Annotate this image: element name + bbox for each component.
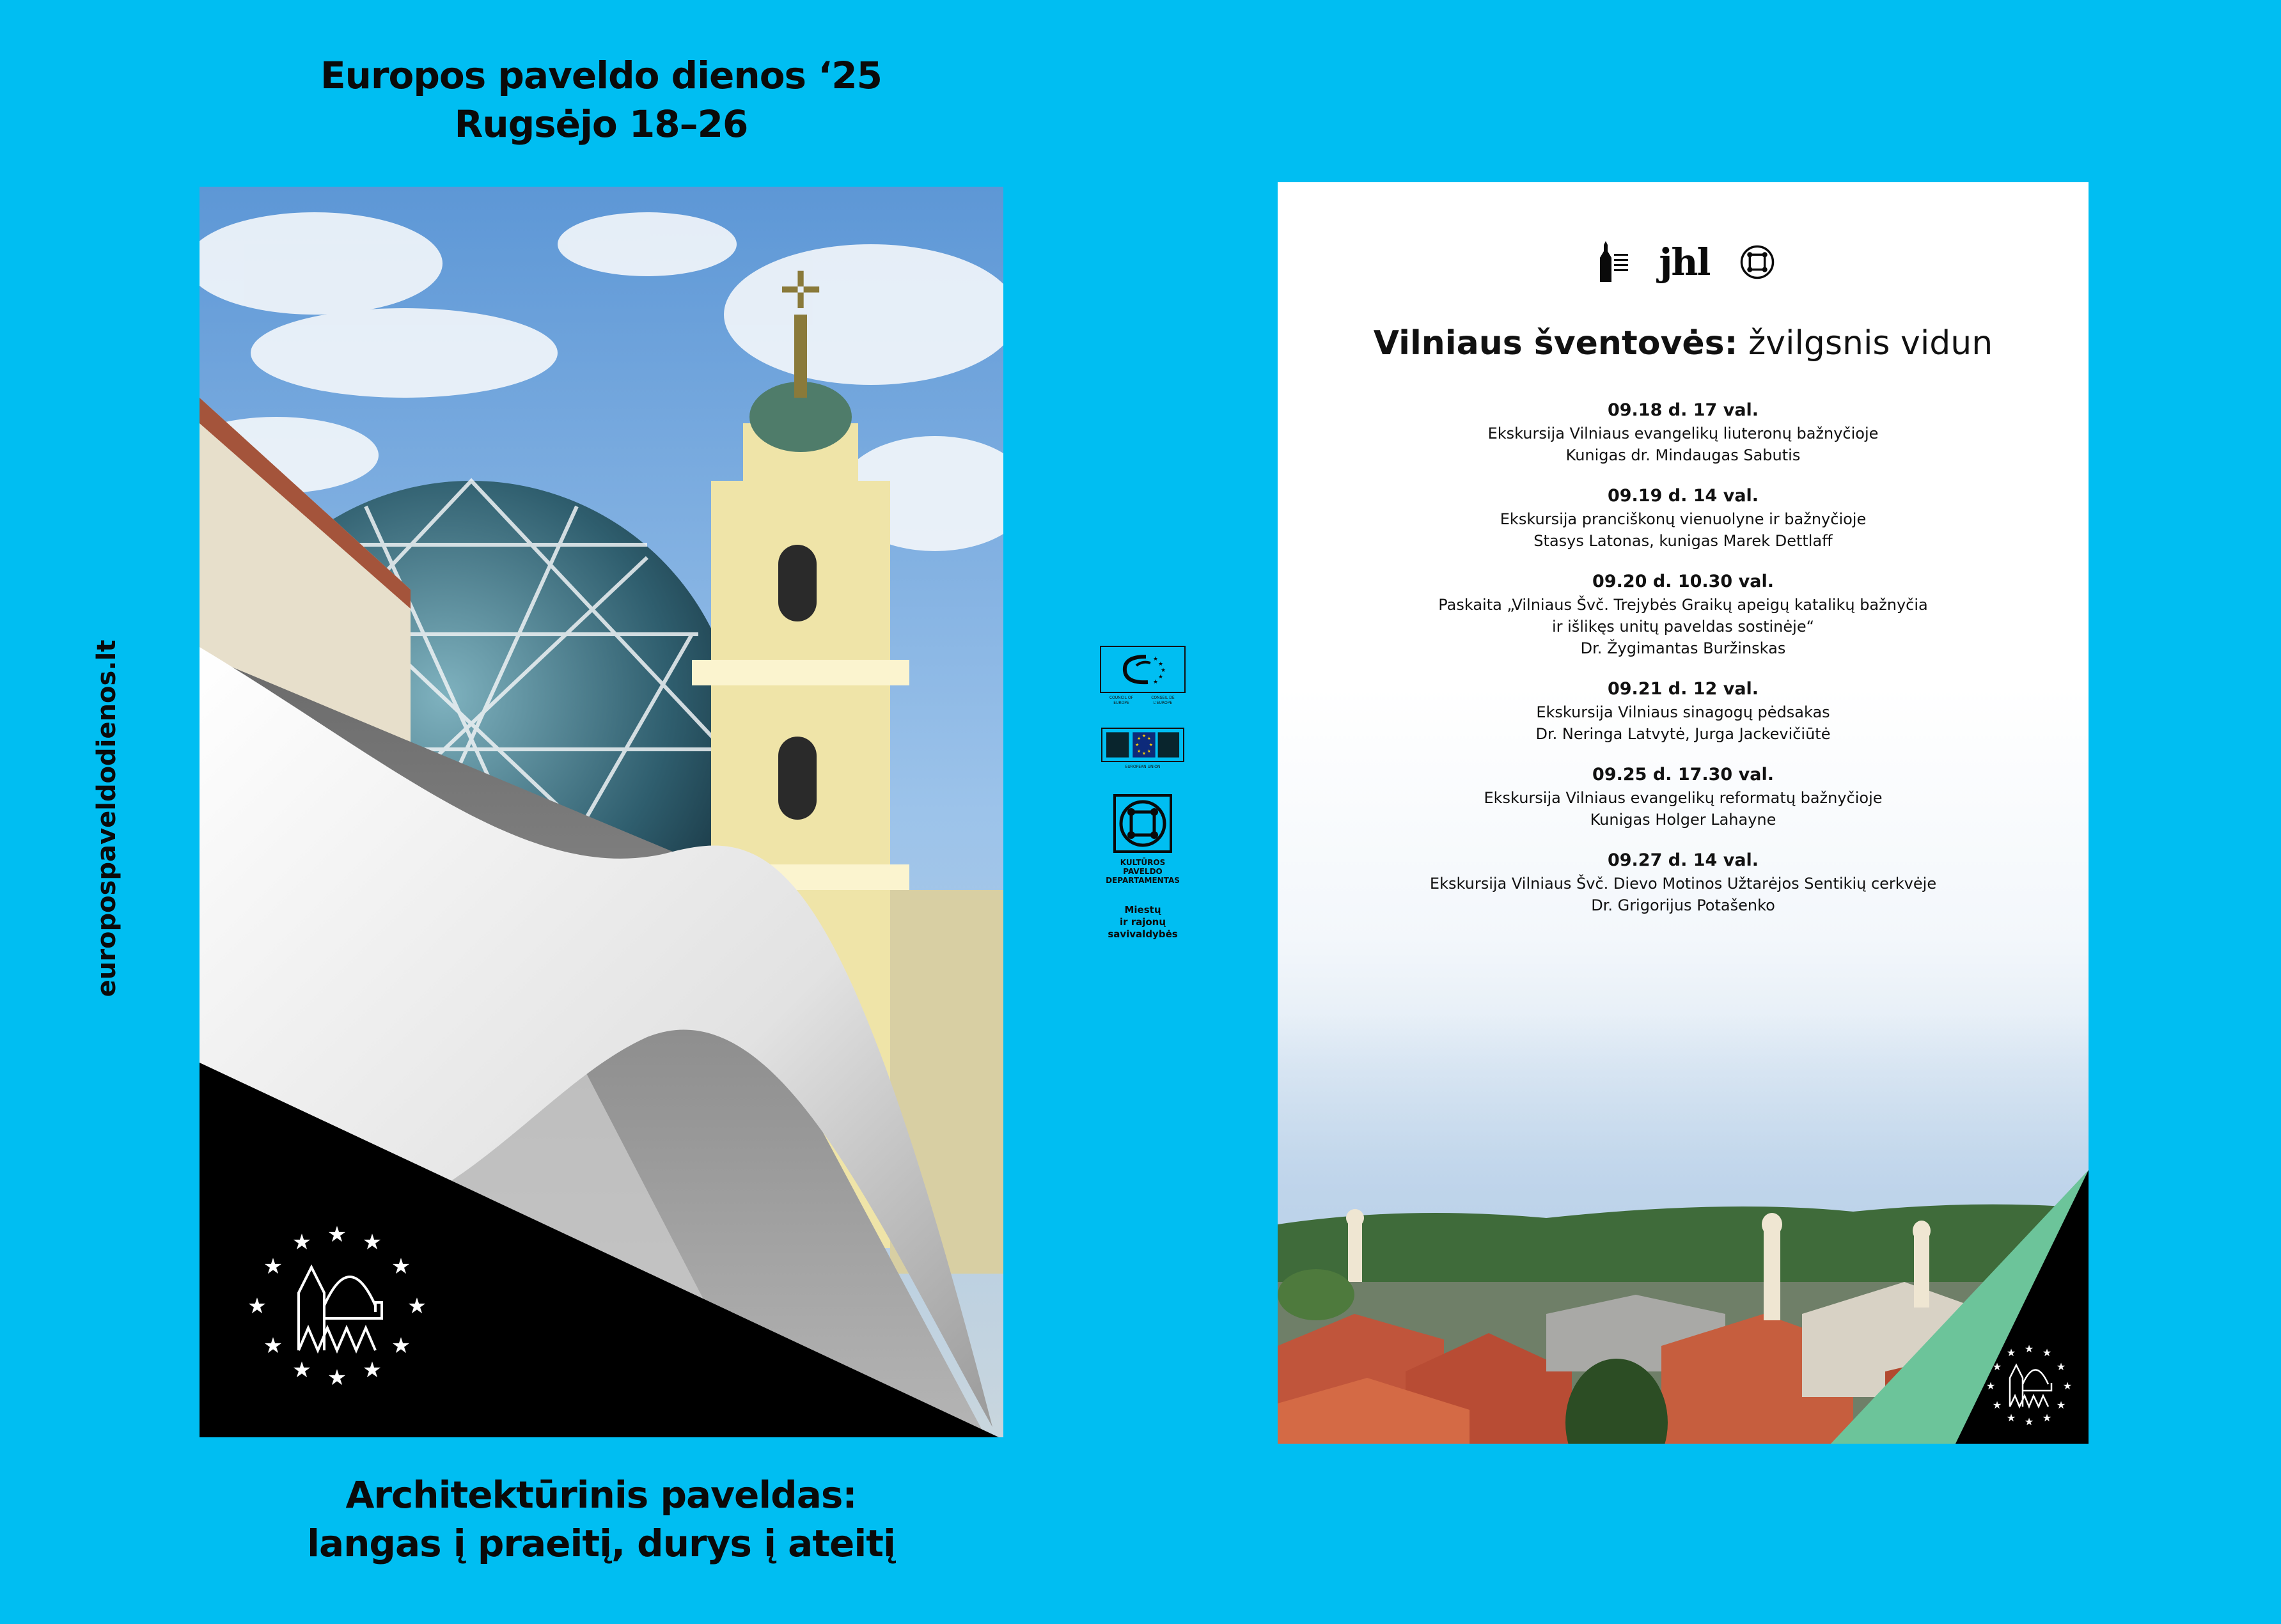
event-description: Ekskursija Vilniaus Švč. Dievo Motinos Užtarėjos Sentikių cerkvėje bbox=[1429, 875, 1937, 893]
eu-flag-icon bbox=[1105, 730, 1180, 760]
council-of-europe-logo bbox=[1095, 646, 1191, 706]
header-line-1: Europos paveldo dienos ‘25 bbox=[320, 54, 882, 97]
event-description: Paskaita „Vilniaus Švč. Trejybės Graikų apeigų katalikų bažnyčia bbox=[1438, 596, 1928, 614]
partner-logos bbox=[1095, 646, 1191, 941]
event-description: Ekskursija Vilniaus evangelikų liuteronų bažnyčioje bbox=[1487, 425, 1879, 442]
event-description: ir išlikęs unitų paveldas sostinėje“ bbox=[1551, 618, 1815, 636]
svg-text:★: ★ bbox=[1158, 661, 1164, 668]
svg-text:★: ★ bbox=[1158, 674, 1164, 680]
event-list bbox=[1278, 398, 2089, 934]
city-panorama bbox=[1278, 1013, 2089, 1444]
coe-caption-en: COUNCIL OF EUROPE bbox=[1109, 696, 1134, 705]
svg-text:★: ★ bbox=[2062, 1380, 2073, 1392]
header-title bbox=[198, 51, 1004, 148]
event-date: 09.27 d. 14 val. bbox=[1607, 850, 1759, 870]
svg-text:★: ★ bbox=[407, 1293, 427, 1319]
header-line-2: Rugsėjo 18–26 bbox=[454, 102, 748, 146]
event-speaker: Kunigas Holger Lahayne bbox=[1590, 811, 1776, 829]
kpd-line-3: DEPARTAMENTAS bbox=[1106, 876, 1180, 885]
footer-title bbox=[198, 1471, 1004, 1568]
svg-text:★: ★ bbox=[1161, 668, 1166, 674]
event-speaker: Stasys Latonas, kunigas Marek Dettlaff bbox=[1533, 532, 1833, 550]
svg-text:★: ★ bbox=[1992, 1361, 2002, 1373]
website-url bbox=[83, 639, 130, 997]
svg-text:★: ★ bbox=[391, 1254, 411, 1279]
svg-text:★: ★ bbox=[2056, 1399, 2066, 1411]
kpd-logo bbox=[1095, 793, 1191, 885]
svg-text:★: ★ bbox=[1148, 742, 1153, 747]
svg-text:★: ★ bbox=[263, 1254, 283, 1279]
svg-text:★: ★ bbox=[2006, 1412, 2016, 1424]
svg-text:★: ★ bbox=[1147, 736, 1151, 742]
jhl-logo: jhl bbox=[1659, 240, 1710, 284]
svg-text:★: ★ bbox=[247, 1293, 267, 1319]
svg-text:★: ★ bbox=[2042, 1412, 2052, 1424]
svg-text:★: ★ bbox=[1135, 742, 1140, 747]
flyer-title-bold: Vilniaus šventovės: bbox=[1373, 324, 1738, 363]
svg-text:★: ★ bbox=[391, 1333, 411, 1359]
svg-text:★: ★ bbox=[362, 1230, 382, 1255]
kpd-line-1: KULTŪROS bbox=[1120, 858, 1166, 867]
event-item bbox=[1278, 570, 2089, 659]
coe-caption-fr: CONSEIL DE L'EUROPE bbox=[1151, 696, 1175, 705]
footer-line-1: Architektūrinis paveldas: bbox=[345, 1473, 857, 1517]
church-logo-icon bbox=[1591, 240, 1629, 285]
event-speaker: Dr. Grigorijus Potašenko bbox=[1591, 896, 1775, 914]
kpd-emblem-icon bbox=[1112, 793, 1173, 854]
poster-image bbox=[200, 187, 1003, 1437]
council-of-europe-icon bbox=[1111, 652, 1175, 687]
svg-text:★: ★ bbox=[1153, 656, 1159, 662]
eu-caption: EUROPEAN UNION bbox=[1125, 765, 1161, 769]
event-date: 09.19 d. 14 val. bbox=[1607, 486, 1759, 506]
event-item bbox=[1278, 848, 2089, 916]
event-description: Ekskursija pranciškonų vienuolyne ir bažnyčioje bbox=[1500, 510, 1867, 528]
event-item bbox=[1278, 763, 2089, 831]
svg-text:★: ★ bbox=[2024, 1343, 2034, 1355]
svg-text:★: ★ bbox=[327, 1222, 347, 1247]
website-url-text: europospaveldodienos.lt bbox=[92, 639, 121, 997]
event-description: Ekskursija Vilniaus evangelikų reformatų bažnyčioje bbox=[1484, 789, 1883, 807]
svg-text:★: ★ bbox=[292, 1230, 312, 1255]
svg-text:★: ★ bbox=[263, 1333, 283, 1359]
flyer-title-light: žvilgsnis vidun bbox=[1737, 324, 1993, 363]
event-date: 09.25 d. 17.30 val. bbox=[1592, 765, 1774, 785]
municipalities-label bbox=[1095, 904, 1191, 941]
footer-line-2: langas į praeitį, durys į ateitį bbox=[307, 1522, 895, 1565]
eu-logo bbox=[1095, 728, 1191, 770]
event-description: Ekskursija Vilniaus sinagogų pėdsakas bbox=[1536, 703, 1830, 721]
svg-text:★: ★ bbox=[292, 1357, 312, 1383]
poster-illustration bbox=[200, 187, 1003, 1437]
svg-text:✛: ✛ bbox=[779, 261, 822, 320]
svg-text:★: ★ bbox=[2056, 1361, 2066, 1373]
svg-text:★: ★ bbox=[2042, 1347, 2052, 1359]
event-item bbox=[1278, 677, 2089, 745]
svg-text:★: ★ bbox=[2006, 1347, 2016, 1359]
event-date: 09.21 d. 12 val. bbox=[1607, 679, 1759, 699]
event-item bbox=[1278, 484, 2089, 552]
municipalities-line-2: ir rajonų bbox=[1119, 916, 1166, 928]
svg-text:★: ★ bbox=[1986, 1380, 1996, 1392]
svg-text:★: ★ bbox=[2024, 1416, 2034, 1428]
svg-text:★: ★ bbox=[1137, 736, 1141, 742]
event-date: 09.18 d. 17 val. bbox=[1607, 400, 1759, 420]
event-speaker: Dr. Žygimantas Buržinskas bbox=[1580, 639, 1786, 657]
svg-text:★: ★ bbox=[1147, 748, 1151, 754]
event-date: 09.20 d. 10.30 val. bbox=[1592, 572, 1774, 591]
event-speaker: Kunigas dr. Mindaugas Sabutis bbox=[1565, 446, 1801, 464]
municipalities-line-3: savivaldybės bbox=[1108, 928, 1178, 940]
svg-text:★: ★ bbox=[1153, 679, 1159, 685]
flyer-title bbox=[1278, 324, 2089, 363]
program-flyer bbox=[1278, 182, 2089, 1444]
svg-text:★: ★ bbox=[1141, 733, 1147, 739]
svg-text:★: ★ bbox=[362, 1357, 382, 1383]
flyer-logos bbox=[1278, 240, 2089, 285]
svg-text:★: ★ bbox=[1137, 748, 1141, 754]
municipalities-line-1: Miestų bbox=[1124, 904, 1161, 916]
svg-text:★: ★ bbox=[1992, 1399, 2002, 1411]
svg-text:★: ★ bbox=[327, 1365, 347, 1391]
event-item bbox=[1278, 398, 2089, 466]
event-speaker: Dr. Neringa Latvytė, Jurga Jackevičiūtė bbox=[1535, 725, 1831, 743]
svg-text:★: ★ bbox=[1141, 751, 1147, 756]
kpd-small-icon bbox=[1739, 244, 1775, 280]
kpd-line-2: PAVELDO bbox=[1123, 867, 1163, 876]
